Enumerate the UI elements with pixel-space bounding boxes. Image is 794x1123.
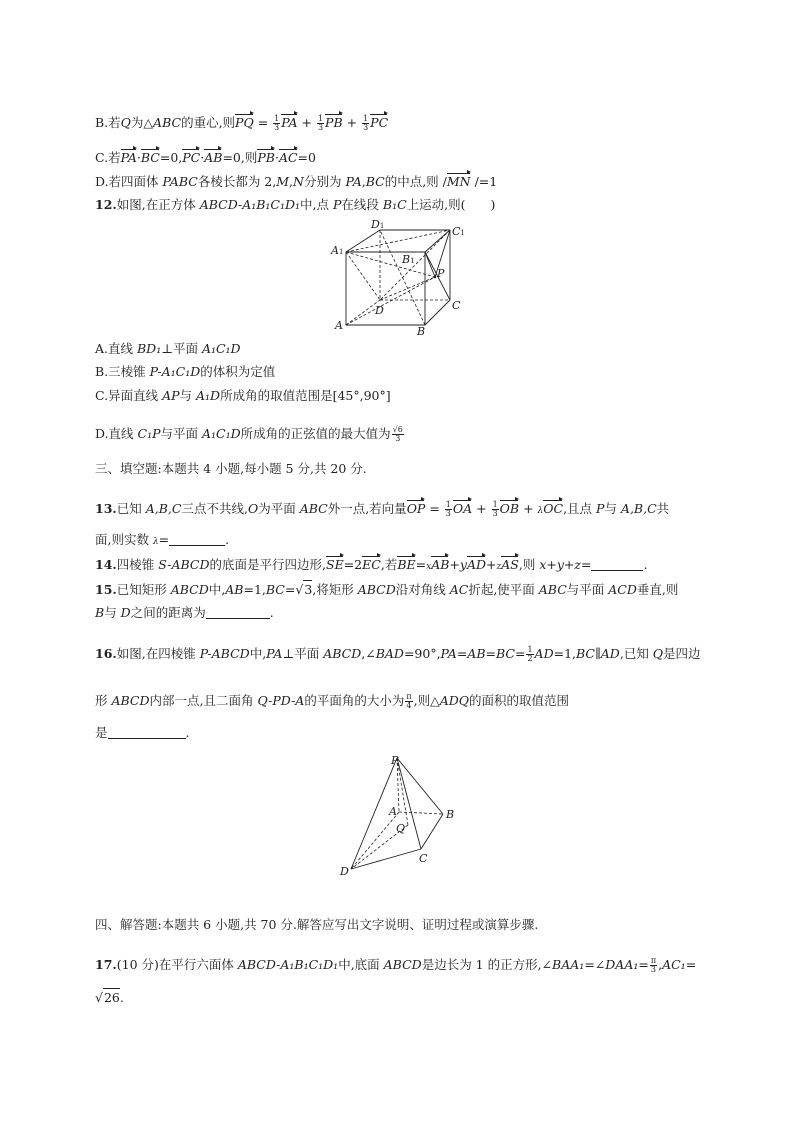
text: ABC <box>153 115 182 130</box>
label-a: A <box>389 805 397 818</box>
vector: AB <box>204 150 223 165</box>
text: 三点不共线, <box>181 501 248 516</box>
text: . <box>269 605 274 620</box>
q13-line2 <box>95 531 229 551</box>
text: N <box>293 174 304 189</box>
text: · <box>274 150 279 165</box>
text: x <box>426 562 432 572</box>
vector: OC <box>543 501 564 516</box>
text: ABCD <box>111 693 150 708</box>
text: PA <box>345 174 362 189</box>
text: 为△ <box>130 115 154 130</box>
text: 为平面 <box>258 501 300 516</box>
text: M <box>276 174 290 189</box>
text: λ <box>152 537 159 547</box>
fraction: $\frac{1}{3}$ <box>363 114 369 132</box>
text: 中,点 <box>300 197 333 212</box>
label-d: D <box>375 304 384 317</box>
text: AP <box>162 388 180 403</box>
text: BC <box>265 582 285 597</box>
text: = <box>158 532 170 547</box>
text: C.异面直线 <box>95 388 163 403</box>
vector: SE <box>326 557 344 572</box>
text: O <box>247 501 259 516</box>
text: = <box>580 557 592 572</box>
text: . <box>225 532 230 547</box>
edge-bc <box>421 814 443 849</box>
text: + <box>342 115 362 130</box>
text: . <box>119 990 124 1005</box>
label-p: P <box>391 754 399 767</box>
text: PA <box>266 646 283 661</box>
q12-option-b <box>95 363 275 381</box>
text: 内部一点,且二面角 <box>149 693 258 708</box>
text: ABCD <box>323 646 362 661</box>
text: ,且点 <box>563 501 597 516</box>
text: Q <box>652 646 664 661</box>
text: (10 分)在平行六面体 <box>116 957 238 972</box>
label-b: B <box>446 808 455 821</box>
text: =1, <box>553 646 577 661</box>
text: ADQ <box>439 693 469 708</box>
text: · <box>200 150 205 165</box>
text: A,B,C <box>145 501 182 516</box>
text: C₁P <box>137 426 161 441</box>
text: + <box>297 115 316 130</box>
text: /=1 <box>470 174 498 189</box>
text: DAA₁ <box>605 957 639 972</box>
vector: PQ <box>235 115 254 130</box>
label-a1: A1 <box>331 244 344 257</box>
text: 与平面 <box>160 426 203 441</box>
label-q: Q <box>396 822 406 835</box>
answer-blank[interactable] <box>206 605 270 619</box>
text: 的面积的取值范围 <box>469 693 570 708</box>
text: . <box>643 557 648 572</box>
text: 中, <box>249 646 267 661</box>
sqrt: √26 <box>95 990 120 1005</box>
edge-pc <box>397 758 421 849</box>
q12-option-a <box>95 340 241 358</box>
text: PA=AB=BC= <box>440 646 526 661</box>
label-p: P <box>437 267 445 280</box>
question-number: 17. <box>95 957 117 972</box>
label-d: D <box>340 865 349 877</box>
edge <box>425 300 450 325</box>
text: = <box>425 501 444 516</box>
q12-option-c <box>95 387 391 405</box>
text: = <box>638 957 649 972</box>
q11-option-c <box>95 149 316 167</box>
vector: AD <box>466 557 487 572</box>
text: λ <box>537 506 544 516</box>
text: B.若 <box>95 115 121 130</box>
text: 的体积为定值 <box>200 364 276 379</box>
q17-line2 <box>95 988 124 1007</box>
text: =∠ <box>584 957 606 972</box>
label-a: A <box>335 319 343 332</box>
edge <box>425 252 435 277</box>
text: 在线段 <box>341 197 383 212</box>
q16-line2 <box>95 692 569 710</box>
text: z <box>496 562 502 572</box>
text: ⊥平面 <box>161 341 202 356</box>
text: 的底面是平行四边形, <box>209 557 326 572</box>
text: ACD <box>608 582 637 597</box>
vector: BC <box>140 150 160 165</box>
vector: PC <box>370 115 389 130</box>
text: P-ABCD <box>199 646 250 661</box>
text: = <box>685 957 697 972</box>
fraction: $\frac{√6}{3}$ <box>392 425 403 443</box>
text: , <box>361 174 366 189</box>
vector: PC <box>182 150 201 165</box>
text: AB <box>225 582 244 597</box>
text: =90°, <box>403 646 441 661</box>
text: 垂直,则 <box>636 582 679 597</box>
text: A₁C₁D <box>201 341 241 356</box>
answer-blank[interactable] <box>108 725 186 739</box>
edge-pb <box>397 758 443 814</box>
text: ABCD <box>170 582 209 597</box>
text: 与 <box>104 605 121 620</box>
fraction: $\frac{1}{3}$ <box>274 114 280 132</box>
cube-figure <box>325 215 475 337</box>
text: C.若 <box>95 150 121 165</box>
text: B₁C <box>382 197 407 212</box>
text: P <box>333 197 342 212</box>
text: 之间的距离为 <box>130 605 206 620</box>
question-number: 13. <box>95 501 117 516</box>
text: 已知矩形 <box>116 582 171 597</box>
label-c: C <box>419 852 428 865</box>
sqrt: √3 <box>295 582 313 597</box>
text: 面,则实数 <box>95 532 153 547</box>
text: + <box>472 501 491 516</box>
text: ABC <box>299 501 328 516</box>
text: ,∠ <box>361 646 376 661</box>
text: ⊥平面 <box>282 646 324 661</box>
q15-line2 <box>95 604 274 622</box>
text: y <box>459 557 467 572</box>
text: 所成角的取值范围是[45°,90°] <box>220 388 391 403</box>
text: PABC <box>162 174 198 189</box>
text: ∥ <box>595 646 601 661</box>
q11-option-b <box>95 114 388 132</box>
q16-line3 <box>95 724 190 742</box>
q11-option-d <box>95 173 497 191</box>
text: =0,则 <box>222 150 258 165</box>
text: 的重心,则 <box>181 115 236 130</box>
label-c1: C1 <box>452 225 465 238</box>
text: =0 <box>297 150 316 165</box>
label-d1: D1 <box>371 218 385 231</box>
text: ABC <box>538 582 567 597</box>
text: ,已知 <box>619 646 653 661</box>
vector: OP <box>406 501 426 516</box>
vector: PB <box>325 115 343 130</box>
fraction: $\frac{1}{2}$ <box>527 645 533 663</box>
text: AD <box>600 646 620 661</box>
text: BC <box>576 646 595 661</box>
q12-option-d <box>95 425 405 443</box>
hidden-bd1 <box>380 230 425 325</box>
hidden-a1d <box>346 252 380 300</box>
vector: AS <box>501 557 519 572</box>
answer-blank[interactable] <box>591 557 643 571</box>
text: D <box>120 605 131 620</box>
vector: PA <box>120 150 137 165</box>
text: 是 <box>95 725 108 740</box>
vector: PB <box>257 150 275 165</box>
hidden-a1c1 <box>346 230 450 252</box>
hidden-c1d <box>380 230 450 300</box>
text: = <box>253 115 273 130</box>
question-number: 15. <box>95 582 117 597</box>
text: B.三棱锥 <box>95 364 150 379</box>
text: A.直线 <box>95 341 137 356</box>
text: AC <box>449 582 469 597</box>
q16-line1 <box>95 645 701 663</box>
text: 所成角的正弦值的最大值为 <box>240 426 391 441</box>
q15-line1 <box>95 580 678 599</box>
text: ,若 <box>380 557 398 572</box>
vector: EC <box>362 557 381 572</box>
text: = <box>415 557 427 572</box>
fraction: $\frac{\pi}{3}$ <box>650 956 657 974</box>
text: 形 <box>95 693 112 708</box>
text: 如图,在正方体 <box>116 197 200 212</box>
text: ,则△ <box>413 693 440 708</box>
text: S-ABCD <box>158 557 210 572</box>
text: =2 <box>343 557 363 572</box>
vector: MN <box>446 174 471 189</box>
text: 中, <box>208 582 226 597</box>
text: A₁D <box>196 388 221 403</box>
text: 上运动,则( ) <box>406 197 496 212</box>
label-b: B <box>417 325 426 337</box>
section-3-heading: 三、填空题:本题共 4 小题,每小题 5 分,共 20 分. <box>95 461 367 476</box>
text: P-A₁C₁D <box>149 364 201 379</box>
text: 与 <box>179 388 197 403</box>
text: Q <box>120 115 131 130</box>
text: Q-PD-A <box>257 693 305 708</box>
pyramid-figure <box>335 752 465 877</box>
text: 各棱长都为 2, <box>197 174 277 189</box>
text: . <box>185 725 190 740</box>
text: = <box>284 582 296 597</box>
text: BAA₁ <box>552 957 585 972</box>
text: AD <box>534 646 554 661</box>
text: =0, <box>159 150 183 165</box>
vector: BE <box>397 557 416 572</box>
vector: PA <box>281 115 298 130</box>
fraction: $\frac{\pi}{4}$ <box>406 692 412 710</box>
text: 与 <box>604 501 621 516</box>
text: ABCD <box>383 957 422 972</box>
vector: AB <box>431 557 450 572</box>
fraction: $\frac{1}{3}$ <box>445 500 451 518</box>
text: , <box>658 957 663 972</box>
text: 的中点,则 / <box>384 174 447 189</box>
text: 分别为 <box>303 174 346 189</box>
text: 是边长为 1 的正方形,∠ <box>421 957 553 972</box>
text: D.直线 <box>95 426 138 441</box>
text: 沿对角线 <box>395 582 450 597</box>
answer-blank[interactable] <box>169 532 225 546</box>
question-number: 14. <box>95 557 117 572</box>
question-number: 12. <box>95 197 117 212</box>
vector: AC <box>278 150 298 165</box>
text: AC₁ <box>662 957 686 972</box>
text: 共 <box>656 501 670 516</box>
text: B <box>95 605 105 620</box>
text: ,将矩形 <box>312 582 358 597</box>
text: + <box>449 557 460 572</box>
text: x+y+z <box>539 557 581 572</box>
label-c: C <box>452 299 461 312</box>
text: A,B,C <box>620 501 657 516</box>
q13-line1 <box>95 500 669 520</box>
point-p <box>434 276 437 279</box>
q14 <box>95 556 647 576</box>
text: + <box>519 501 538 516</box>
section-4-heading: 四、解答题:本题共 6 小题,共 70 分.解答应写出文字说明、证明过程或演算步骤. <box>95 917 539 932</box>
text: 中,底面 <box>338 957 384 972</box>
text: ,则 <box>518 557 540 572</box>
q12-stem <box>95 196 495 214</box>
text: BAD <box>375 646 404 661</box>
text: =1, <box>243 582 266 597</box>
hidden-ab <box>399 812 443 814</box>
text: P <box>596 501 605 516</box>
vector: OB <box>499 501 520 516</box>
text: BC <box>365 174 385 189</box>
text: 是四边 <box>663 646 701 661</box>
text: ABCD-A₁B₁C₁D₁ <box>199 197 301 212</box>
text: 如图,在四棱锥 <box>116 646 200 661</box>
text: ABCD-A₁B₁C₁D₁ <box>237 957 339 972</box>
vector: OA <box>452 501 473 516</box>
text: , <box>289 174 294 189</box>
fraction: $\frac{1}{3}$ <box>492 500 498 518</box>
q17-line1 <box>95 956 696 974</box>
text: 的平面角的大小为 <box>304 693 405 708</box>
text: 与平面 <box>566 582 609 597</box>
text: BD₁ <box>136 341 162 356</box>
label-b1: B1 <box>402 253 415 266</box>
question-number: 16. <box>95 646 117 661</box>
edge-cd <box>351 849 421 869</box>
text: 折起,使平面 <box>468 582 539 597</box>
text: · <box>136 150 141 165</box>
text: ABCD <box>357 582 396 597</box>
fraction: $\frac{1}{3}$ <box>317 114 324 132</box>
text: + <box>486 557 497 572</box>
text: 四棱锥 <box>116 557 159 572</box>
text: 外一点,若向量 <box>327 501 407 516</box>
text: 已知 <box>116 501 146 516</box>
hidden-a1p <box>346 252 435 277</box>
hidden-ad <box>351 812 399 869</box>
text: A₁C₁D <box>202 426 241 441</box>
hidden-pq <box>397 758 408 825</box>
text: D.若四面体 <box>95 174 163 189</box>
